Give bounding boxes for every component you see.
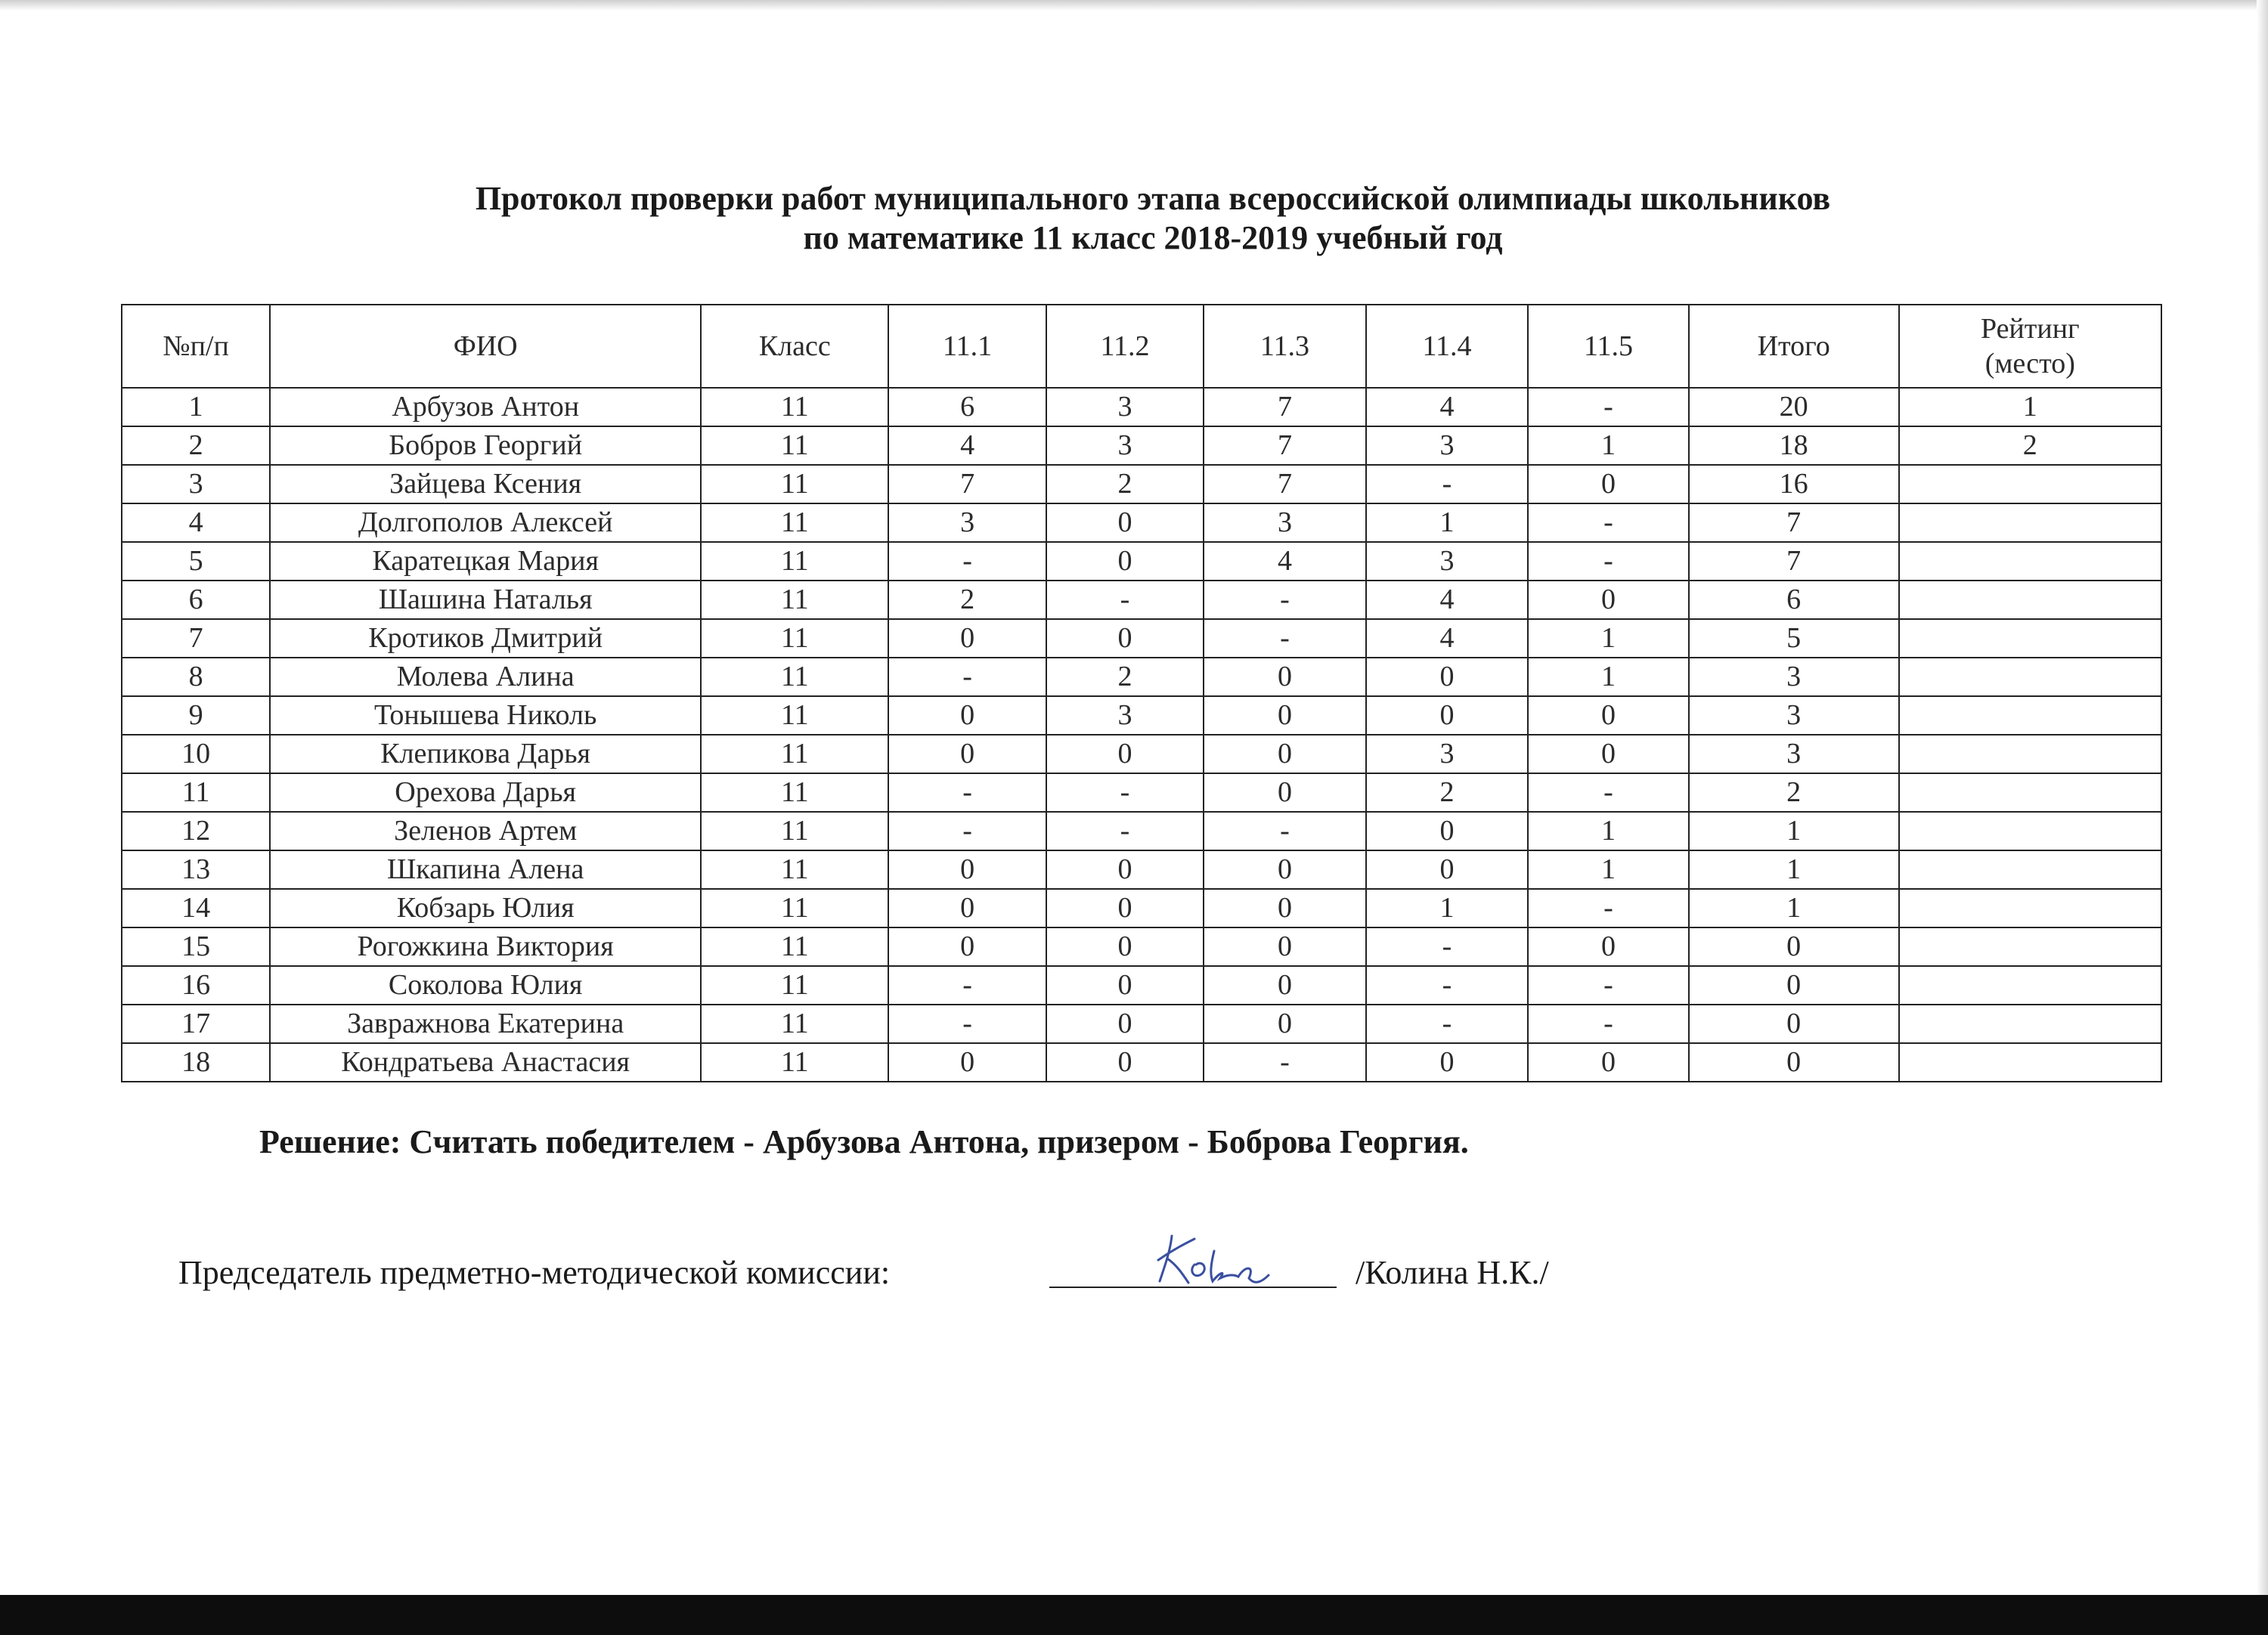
cell-num: 8	[122, 658, 270, 696]
table-row	[122, 1043, 2161, 1082]
cell-task-4: 1	[1366, 503, 1529, 542]
cell-task-5: 1	[1528, 619, 1688, 658]
header-rating	[1899, 305, 2161, 388]
cell-task-4: -	[1366, 966, 1529, 1005]
table-row	[122, 927, 2161, 966]
chair-label: Председатель предметно-методической комиссии:	[178, 1254, 891, 1291]
cell-task-5: 0	[1528, 581, 1688, 619]
table-row	[122, 388, 2161, 426]
cell-num: 1	[122, 388, 270, 426]
cell-fio: Бобров Георгий	[270, 426, 701, 465]
cell-task-5: -	[1528, 388, 1688, 426]
cell-rating	[1899, 927, 2161, 966]
cell-total: 0	[1689, 1005, 1899, 1043]
cell-class: 11	[701, 850, 888, 889]
table-row	[122, 658, 2161, 696]
cell-fio: Кротиков Дмитрий	[270, 619, 701, 658]
cell-rating	[1899, 812, 2161, 850]
cell-task-1: -	[888, 966, 1046, 1005]
cell-rating	[1899, 889, 2161, 927]
cell-class: 11	[701, 773, 888, 812]
cell-class: 11	[701, 388, 888, 426]
cell-task-1: 0	[888, 619, 1046, 658]
cell-task-5: -	[1528, 503, 1688, 542]
cell-task-2: 0	[1046, 966, 1204, 1005]
cell-task-3: 0	[1204, 927, 1366, 966]
cell-num: 4	[122, 503, 270, 542]
cell-rating	[1899, 735, 2161, 773]
cell-task-4: 4	[1366, 619, 1529, 658]
cell-task-4: 4	[1366, 581, 1529, 619]
table-row	[122, 581, 2161, 619]
table-row	[122, 465, 2161, 503]
cell-task-4: 2	[1366, 773, 1529, 812]
cell-num: 9	[122, 696, 270, 735]
cell-num: 11	[122, 773, 270, 812]
cell-fio: Каратецкая Мария	[270, 542, 701, 581]
cell-task-1: 6	[888, 388, 1046, 426]
cell-total: 7	[1689, 503, 1899, 542]
cell-task-5: -	[1528, 542, 1688, 581]
table-row	[122, 812, 2161, 850]
cell-num: 12	[122, 812, 270, 850]
cell-total: 3	[1689, 658, 1899, 696]
cell-task-4: 3	[1366, 735, 1529, 773]
cell-fio: Зеленов Артем	[270, 812, 701, 850]
header-task-3: 11.3	[1204, 305, 1366, 388]
cell-task-4: 3	[1366, 542, 1529, 581]
cell-task-3: 0	[1204, 696, 1366, 735]
header-total: Итого	[1689, 305, 1899, 388]
cell-task-2: 0	[1046, 889, 1204, 927]
cell-num: 3	[122, 465, 270, 503]
handwritten-signature	[1142, 1221, 1278, 1293]
cell-rating	[1899, 850, 2161, 889]
cell-task-3: -	[1204, 581, 1366, 619]
cell-task-1: 4	[888, 426, 1046, 465]
cell-task-1: 0	[888, 850, 1046, 889]
table-row	[122, 426, 2161, 465]
table-header-row	[122, 305, 2161, 388]
cell-task-1: 0	[888, 1043, 1046, 1082]
cell-num: 13	[122, 850, 270, 889]
cell-num: 5	[122, 542, 270, 581]
cell-task-3: 4	[1204, 542, 1366, 581]
cell-rating	[1899, 503, 2161, 542]
cell-rating	[1899, 966, 2161, 1005]
cell-fio: Рогожкина Виктория	[270, 927, 701, 966]
cell-task-4: -	[1366, 1005, 1529, 1043]
cell-task-2: 0	[1046, 1005, 1204, 1043]
cell-task-4: 3	[1366, 426, 1529, 465]
cell-task-1: -	[888, 1005, 1046, 1043]
cell-total: 6	[1689, 581, 1899, 619]
cell-task-1: -	[888, 658, 1046, 696]
cell-task-5: 1	[1528, 850, 1688, 889]
cell-task-3: 0	[1204, 773, 1366, 812]
cell-task-5: 0	[1528, 696, 1688, 735]
cell-class: 11	[701, 581, 888, 619]
cell-task-3: 0	[1204, 735, 1366, 773]
cell-class: 11	[701, 465, 888, 503]
cell-class: 11	[701, 426, 888, 465]
cell-rating	[1899, 773, 2161, 812]
cell-task-2: 0	[1046, 850, 1204, 889]
table-row	[122, 1005, 2161, 1043]
cell-rating	[1899, 1043, 2161, 1082]
cell-task-2: 0	[1046, 735, 1204, 773]
cell-rating	[1899, 542, 2161, 581]
cell-total: 0	[1689, 927, 1899, 966]
cell-task-1: 0	[888, 927, 1046, 966]
cell-task-3: 0	[1204, 889, 1366, 927]
cell-total: 20	[1689, 388, 1899, 426]
cell-fio: Шкапина Алена	[270, 850, 701, 889]
header-rating-line-2: (место)	[1984, 348, 2075, 379]
scan-bottom-edge	[0, 1595, 2268, 1635]
cell-task-2: -	[1046, 581, 1204, 619]
cell-task-3: 7	[1204, 426, 1366, 465]
header-task-2: 11.2	[1046, 305, 1204, 388]
cell-rating	[1899, 1005, 2161, 1043]
cell-total: 2	[1689, 773, 1899, 812]
cell-task-4: 0	[1366, 1043, 1529, 1082]
cell-task-4: -	[1366, 465, 1529, 503]
cell-task-5: 1	[1528, 426, 1688, 465]
cell-class: 11	[701, 696, 888, 735]
cell-task-4: 4	[1366, 388, 1529, 426]
cell-num: 10	[122, 735, 270, 773]
cell-task-5: 1	[1528, 812, 1688, 850]
cell-task-3: 0	[1204, 1005, 1366, 1043]
table-row	[122, 773, 2161, 812]
cell-task-2: 0	[1046, 542, 1204, 581]
cell-num: 14	[122, 889, 270, 927]
cell-task-1: 7	[888, 465, 1046, 503]
header-rating-line-1: Рейтинг	[1980, 313, 2080, 345]
document-title-line-1: Протокол проверки работ муниципального этапа всероссийской олимпиады школьников	[475, 180, 1831, 217]
header-num: №п/п	[122, 305, 270, 388]
cell-task-5: 1	[1528, 658, 1688, 696]
cell-num: 17	[122, 1005, 270, 1043]
cell-total: 5	[1689, 619, 1899, 658]
cell-fio: Молева Алина	[270, 658, 701, 696]
cell-fio: Кондратьева Анастасия	[270, 1043, 701, 1082]
cell-task-3: 0	[1204, 658, 1366, 696]
cell-fio: Кобзарь Юлия	[270, 889, 701, 927]
cell-task-1: 3	[888, 503, 1046, 542]
cell-task-2: 3	[1046, 426, 1204, 465]
cell-task-1: 0	[888, 696, 1046, 735]
chair-name: /Колина Н.К./	[1356, 1254, 1549, 1291]
table-row	[122, 503, 2161, 542]
cell-task-3: 7	[1204, 465, 1366, 503]
scan-top-edge	[0, 0, 2268, 11]
cell-task-2: 0	[1046, 503, 1204, 542]
header-class: Класс	[701, 305, 888, 388]
cell-task-3: 0	[1204, 850, 1366, 889]
cell-fio: Тонышева Николь	[270, 696, 701, 735]
cell-rating	[1899, 619, 2161, 658]
table-row	[122, 966, 2161, 1005]
cell-class: 11	[701, 1005, 888, 1043]
cell-fio: Соколова Юлия	[270, 966, 701, 1005]
cell-num: 2	[122, 426, 270, 465]
cell-task-5: -	[1528, 1005, 1688, 1043]
cell-total: 18	[1689, 426, 1899, 465]
cell-num: 7	[122, 619, 270, 658]
cell-num: 15	[122, 927, 270, 966]
cell-task-5: 0	[1528, 465, 1688, 503]
cell-class: 11	[701, 966, 888, 1005]
header-fio: ФИО	[270, 305, 701, 388]
cell-class: 11	[701, 812, 888, 850]
cell-num: 6	[122, 581, 270, 619]
cell-total: 7	[1689, 542, 1899, 581]
cell-task-2: 2	[1046, 465, 1204, 503]
table-row	[122, 696, 2161, 735]
cell-task-4: 1	[1366, 889, 1529, 927]
cell-rating: 2	[1899, 426, 2161, 465]
cell-rating	[1899, 658, 2161, 696]
results-table	[121, 304, 2162, 1082]
cell-rating	[1899, 696, 2161, 735]
cell-class: 11	[701, 889, 888, 927]
cell-task-5: -	[1528, 889, 1688, 927]
table-row	[122, 850, 2161, 889]
cell-fio: Завражнова Екатерина	[270, 1005, 701, 1043]
cell-task-4: -	[1366, 927, 1529, 966]
cell-total: 1	[1689, 889, 1899, 927]
cell-task-2: -	[1046, 812, 1204, 850]
cell-task-2: 2	[1046, 658, 1204, 696]
document-title-line-2: по математике 11 класс 2018-2019 учебный год	[803, 219, 1503, 256]
cell-fio: Зайцева Ксения	[270, 465, 701, 503]
decision-text: Решение: Считать победителем - Арбузова Антона, призером - Боброва Георгия.	[259, 1123, 1469, 1160]
cell-task-3: 7	[1204, 388, 1366, 426]
cell-fio: Шашина Наталья	[270, 581, 701, 619]
results-table-body	[122, 388, 2161, 1082]
cell-class: 11	[701, 927, 888, 966]
cell-total: 0	[1689, 966, 1899, 1005]
cell-class: 11	[701, 735, 888, 773]
table-row	[122, 619, 2161, 658]
cell-task-3: 0	[1204, 966, 1366, 1005]
cell-fio: Долгополов Алексей	[270, 503, 701, 542]
cell-task-2: -	[1046, 773, 1204, 812]
cell-num: 18	[122, 1043, 270, 1082]
cell-class: 11	[701, 658, 888, 696]
cell-rating	[1899, 465, 2161, 503]
cell-total: 0	[1689, 1043, 1899, 1082]
cell-task-5: 0	[1528, 735, 1688, 773]
cell-rating: 1	[1899, 388, 2161, 426]
cell-task-5: 0	[1528, 1043, 1688, 1082]
cell-fio: Орехова Дарья	[270, 773, 701, 812]
cell-task-1: -	[888, 542, 1046, 581]
cell-fio: Клепикова Дарья	[270, 735, 701, 773]
cell-fio: Арбузов Антон	[270, 388, 701, 426]
cell-rating	[1899, 581, 2161, 619]
cell-task-2: 3	[1046, 388, 1204, 426]
cell-class: 11	[701, 1043, 888, 1082]
cell-task-1: -	[888, 812, 1046, 850]
cell-task-5: -	[1528, 966, 1688, 1005]
cell-class: 11	[701, 542, 888, 581]
cell-task-1: 2	[888, 581, 1046, 619]
cell-total: 1	[1689, 850, 1899, 889]
cell-class: 11	[701, 619, 888, 658]
cell-task-5: 0	[1528, 927, 1688, 966]
cell-class: 11	[701, 503, 888, 542]
cell-num: 16	[122, 966, 270, 1005]
cell-task-2: 3	[1046, 696, 1204, 735]
cell-task-2: 0	[1046, 619, 1204, 658]
cell-total: 1	[1689, 812, 1899, 850]
cell-total: 16	[1689, 465, 1899, 503]
header-task-5: 11.5	[1528, 305, 1688, 388]
table-row	[122, 889, 2161, 927]
cell-task-5: -	[1528, 773, 1688, 812]
cell-task-1: 0	[888, 889, 1046, 927]
cell-task-4: 0	[1366, 658, 1529, 696]
table-row	[122, 735, 2161, 773]
cell-task-4: 0	[1366, 850, 1529, 889]
cell-task-1: -	[888, 773, 1046, 812]
cell-task-4: 0	[1366, 696, 1529, 735]
cell-total: 3	[1689, 735, 1899, 773]
cell-task-3: -	[1204, 619, 1366, 658]
table-row	[122, 542, 2161, 581]
cell-task-4: 0	[1366, 812, 1529, 850]
cell-task-1: 0	[888, 735, 1046, 773]
cell-task-2: 0	[1046, 1043, 1204, 1082]
cell-task-3: 3	[1204, 503, 1366, 542]
header-task-4: 11.4	[1366, 305, 1529, 388]
cell-total: 3	[1689, 696, 1899, 735]
cell-task-2: 0	[1046, 927, 1204, 966]
header-task-1: 11.1	[888, 305, 1046, 388]
cell-task-3: -	[1204, 1043, 1366, 1082]
cell-task-3: -	[1204, 812, 1366, 850]
